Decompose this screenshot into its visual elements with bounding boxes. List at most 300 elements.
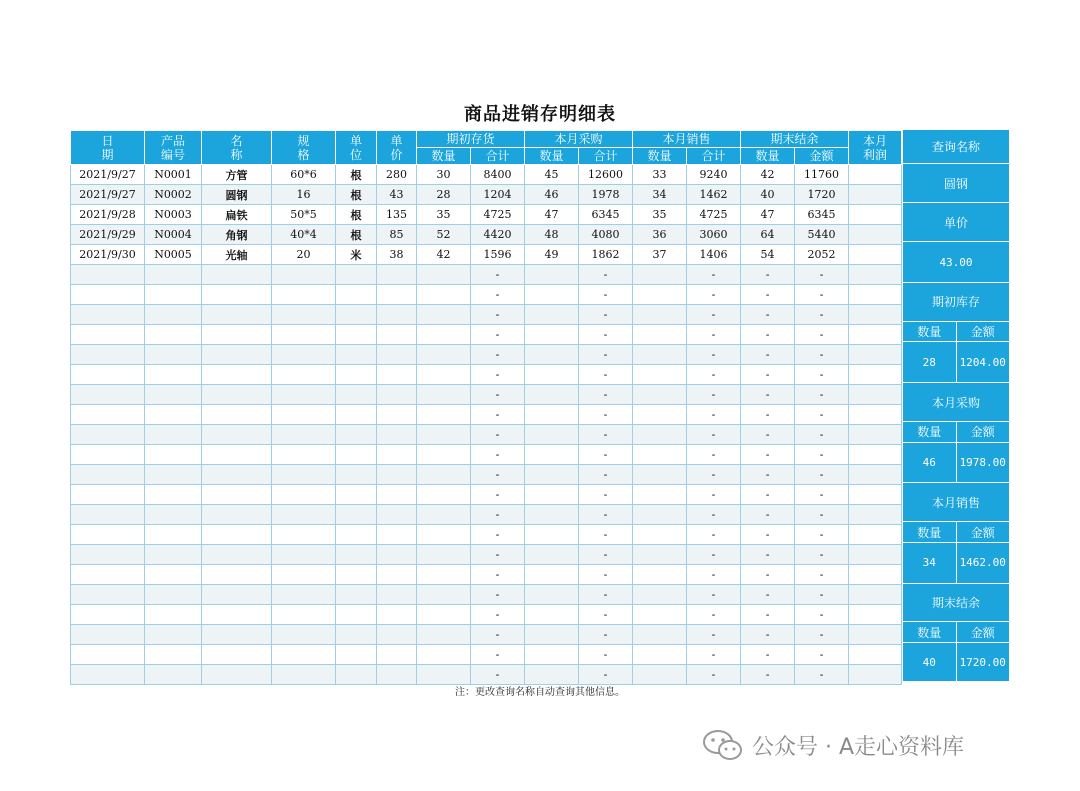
cell-spec[interactable] [272, 385, 336, 405]
cell-unit[interactable] [336, 305, 377, 325]
cell-oq[interactable] [417, 345, 471, 365]
cell-ca[interactable]: - [795, 345, 849, 365]
cell-price[interactable] [377, 385, 417, 405]
cell-pt[interactable]: - [579, 665, 633, 685]
cell-unit[interactable] [336, 605, 377, 625]
cell-code[interactable] [145, 585, 202, 605]
cell-spec[interactable] [272, 305, 336, 325]
cell-oq[interactable] [417, 545, 471, 565]
cell-price[interactable] [377, 345, 417, 365]
cell-ca[interactable]: - [795, 605, 849, 625]
cell-price[interactable]: 280 [377, 165, 417, 185]
cell-sq[interactable] [633, 625, 687, 645]
cell-code[interactable] [145, 525, 202, 545]
cell-price[interactable] [377, 405, 417, 425]
cell-oq[interactable] [417, 485, 471, 505]
cell-profit[interactable] [849, 505, 902, 525]
cell-pt[interactable]: - [579, 565, 633, 585]
cell-code[interactable] [145, 385, 202, 405]
cell-unit[interactable] [336, 645, 377, 665]
cell-price[interactable]: 135 [377, 205, 417, 225]
cell-oq[interactable] [417, 605, 471, 625]
cell-profit[interactable] [849, 365, 902, 385]
cell-spec[interactable] [272, 465, 336, 485]
cell-cq[interactable]: - [741, 405, 795, 425]
cell-name[interactable]: 光轴 [202, 245, 272, 265]
cell-unit[interactable] [336, 565, 377, 585]
cell-pq[interactable] [525, 345, 579, 365]
cell-code[interactable]: N0005 [145, 245, 202, 265]
cell-cq[interactable]: - [741, 585, 795, 605]
cell-sq[interactable] [633, 585, 687, 605]
cell-profit[interactable] [849, 325, 902, 345]
cell-pt[interactable]: - [579, 465, 633, 485]
cell-ca[interactable]: 11760 [795, 165, 849, 185]
cell-price[interactable] [377, 425, 417, 445]
cell-spec[interactable]: 16 [272, 185, 336, 205]
cell-sq[interactable] [633, 505, 687, 525]
cell-oq[interactable] [417, 465, 471, 485]
cell-unit[interactable] [336, 325, 377, 345]
cell-unit[interactable]: 米 [336, 245, 377, 265]
cell-sq[interactable]: 36 [633, 225, 687, 245]
cell-oq[interactable] [417, 445, 471, 465]
cell-code[interactable] [145, 665, 202, 685]
cell-oq[interactable] [417, 565, 471, 585]
cell-ot[interactable]: - [471, 345, 525, 365]
cell-profit[interactable] [849, 645, 902, 665]
cell-unit[interactable] [336, 585, 377, 605]
cell-profit[interactable] [849, 165, 902, 185]
cell-name[interactable] [202, 465, 272, 485]
cell-date[interactable] [71, 365, 145, 385]
cell-ot[interactable]: - [471, 285, 525, 305]
cell-date[interactable] [71, 525, 145, 545]
cell-unit[interactable]: 根 [336, 165, 377, 185]
cell-st[interactable]: 1406 [687, 245, 741, 265]
cell-pt[interactable]: - [579, 365, 633, 385]
query-value-cell[interactable]: 圆钢 [903, 164, 1009, 204]
cell-sq[interactable] [633, 365, 687, 385]
cell-sq[interactable] [633, 345, 687, 365]
cell-ca[interactable]: - [795, 445, 849, 465]
cell-ca[interactable]: - [795, 525, 849, 545]
cell-sq[interactable]: 33 [633, 165, 687, 185]
cell-date[interactable] [71, 625, 145, 645]
cell-pq[interactable] [525, 645, 579, 665]
cell-ca[interactable]: - [795, 325, 849, 345]
cell-code[interactable] [145, 485, 202, 505]
cell-spec[interactable] [272, 485, 336, 505]
cell-ot[interactable]: - [471, 665, 525, 685]
cell-spec[interactable]: 50*5 [272, 205, 336, 225]
cell-ca[interactable]: - [795, 425, 849, 445]
cell-pt[interactable]: - [579, 325, 633, 345]
cell-ca[interactable]: - [795, 285, 849, 305]
cell-cq[interactable]: - [741, 365, 795, 385]
cell-spec[interactable]: 20 [272, 245, 336, 265]
cell-cq[interactable]: - [741, 525, 795, 545]
cell-st[interactable]: - [687, 545, 741, 565]
cell-price[interactable] [377, 625, 417, 645]
cell-name[interactable] [202, 625, 272, 645]
cell-spec[interactable] [272, 425, 336, 445]
cell-cq[interactable]: - [741, 545, 795, 565]
cell-st[interactable]: - [687, 665, 741, 685]
cell-profit[interactable] [849, 465, 902, 485]
cell-ca[interactable]: - [795, 505, 849, 525]
cell-name[interactable]: 扁铁 [202, 205, 272, 225]
cell-pq[interactable] [525, 425, 579, 445]
cell-pq[interactable] [525, 585, 579, 605]
cell-st[interactable]: - [687, 465, 741, 485]
cell-ca[interactable]: - [795, 585, 849, 605]
cell-profit[interactable] [849, 665, 902, 685]
cell-name[interactable] [202, 325, 272, 345]
cell-cq[interactable]: 54 [741, 245, 795, 265]
cell-sq[interactable] [633, 465, 687, 485]
cell-name[interactable] [202, 405, 272, 425]
cell-pq[interactable] [525, 305, 579, 325]
cell-price[interactable] [377, 365, 417, 385]
cell-sq[interactable]: 34 [633, 185, 687, 205]
cell-name[interactable] [202, 545, 272, 565]
cell-profit[interactable] [849, 405, 902, 425]
cell-st[interactable]: - [687, 405, 741, 425]
cell-code[interactable] [145, 505, 202, 525]
cell-price[interactable]: 85 [377, 225, 417, 245]
cell-ot[interactable]: - [471, 585, 525, 605]
cell-st[interactable]: - [687, 425, 741, 445]
cell-code[interactable] [145, 285, 202, 305]
cell-name[interactable] [202, 305, 272, 325]
cell-pt[interactable]: - [579, 625, 633, 645]
cell-date[interactable]: 2021/9/29 [71, 225, 145, 245]
cell-pt[interactable]: - [579, 265, 633, 285]
cell-profit[interactable] [849, 185, 902, 205]
cell-oq[interactable] [417, 405, 471, 425]
cell-cq[interactable]: 47 [741, 205, 795, 225]
cell-unit[interactable] [336, 345, 377, 365]
cell-sq[interactable] [633, 305, 687, 325]
cell-sq[interactable] [633, 645, 687, 665]
cell-ca[interactable]: 6345 [795, 205, 849, 225]
cell-date[interactable] [71, 505, 145, 525]
cell-spec[interactable] [272, 665, 336, 685]
cell-oq[interactable] [417, 365, 471, 385]
cell-st[interactable]: 4725 [687, 205, 741, 225]
cell-code[interactable] [145, 425, 202, 445]
cell-spec[interactable] [272, 445, 336, 465]
cell-pt[interactable]: - [579, 445, 633, 465]
cell-oq[interactable] [417, 645, 471, 665]
cell-ca[interactable]: - [795, 625, 849, 645]
cell-st[interactable]: - [687, 365, 741, 385]
cell-code[interactable] [145, 565, 202, 585]
cell-profit[interactable] [849, 205, 902, 225]
cell-spec[interactable] [272, 645, 336, 665]
cell-st[interactable]: - [687, 505, 741, 525]
cell-code[interactable] [145, 445, 202, 465]
cell-profit[interactable] [849, 385, 902, 405]
cell-ot[interactable]: - [471, 265, 525, 285]
cell-ot[interactable]: - [471, 565, 525, 585]
cell-sq[interactable] [633, 525, 687, 545]
cell-oq[interactable]: 30 [417, 165, 471, 185]
cell-sq[interactable]: 37 [633, 245, 687, 265]
cell-ca[interactable]: - [795, 385, 849, 405]
cell-date[interactable] [71, 425, 145, 445]
cell-price[interactable] [377, 485, 417, 505]
cell-st[interactable]: - [687, 385, 741, 405]
cell-price[interactable] [377, 265, 417, 285]
cell-oq[interactable] [417, 665, 471, 685]
cell-cq[interactable]: - [741, 565, 795, 585]
cell-code[interactable]: N0003 [145, 205, 202, 225]
cell-unit[interactable]: 根 [336, 185, 377, 205]
cell-st[interactable]: - [687, 485, 741, 505]
cell-date[interactable]: 2021/9/27 [71, 185, 145, 205]
cell-profit[interactable] [849, 625, 902, 645]
cell-date[interactable] [71, 545, 145, 565]
cell-code[interactable] [145, 345, 202, 365]
cell-profit[interactable] [849, 605, 902, 625]
cell-spec[interactable] [272, 505, 336, 525]
cell-date[interactable] [71, 605, 145, 625]
cell-cq[interactable]: - [741, 305, 795, 325]
cell-name[interactable] [202, 425, 272, 445]
cell-sq[interactable] [633, 405, 687, 425]
cell-ot[interactable]: - [471, 385, 525, 405]
cell-oq[interactable] [417, 265, 471, 285]
cell-ot[interactable]: - [471, 365, 525, 385]
cell-profit[interactable] [849, 585, 902, 605]
cell-name[interactable] [202, 525, 272, 545]
cell-profit[interactable] [849, 425, 902, 445]
cell-spec[interactable] [272, 265, 336, 285]
cell-spec[interactable] [272, 525, 336, 545]
cell-pq[interactable]: 46 [525, 185, 579, 205]
cell-cq[interactable]: - [741, 425, 795, 445]
cell-cq[interactable]: - [741, 645, 795, 665]
cell-profit[interactable] [849, 245, 902, 265]
cell-name[interactable] [202, 605, 272, 625]
cell-st[interactable]: - [687, 285, 741, 305]
cell-pq[interactable] [525, 265, 579, 285]
cell-code[interactable] [145, 265, 202, 285]
cell-unit[interactable] [336, 365, 377, 385]
cell-pq[interactable] [525, 625, 579, 645]
cell-cq[interactable]: - [741, 605, 795, 625]
cell-price[interactable] [377, 505, 417, 525]
cell-pt[interactable]: - [579, 645, 633, 665]
cell-sq[interactable] [633, 605, 687, 625]
cell-pq[interactable] [525, 565, 579, 585]
cell-ca[interactable]: - [795, 265, 849, 285]
cell-st[interactable]: - [687, 585, 741, 605]
cell-name[interactable]: 圆钢 [202, 185, 272, 205]
cell-unit[interactable] [336, 525, 377, 545]
cell-ot[interactable]: - [471, 605, 525, 625]
cell-cq[interactable]: - [741, 465, 795, 485]
cell-spec[interactable]: 60*6 [272, 165, 336, 185]
cell-date[interactable] [71, 585, 145, 605]
cell-name[interactable] [202, 265, 272, 285]
cell-pq[interactable] [525, 465, 579, 485]
cell-ca[interactable]: - [795, 485, 849, 505]
cell-st[interactable]: - [687, 625, 741, 645]
cell-pq[interactable] [525, 485, 579, 505]
cell-pt[interactable]: 4080 [579, 225, 633, 245]
cell-oq[interactable]: 28 [417, 185, 471, 205]
cell-oq[interactable]: 42 [417, 245, 471, 265]
cell-name[interactable] [202, 565, 272, 585]
cell-code[interactable] [145, 465, 202, 485]
cell-date[interactable] [71, 285, 145, 305]
cell-name[interactable] [202, 385, 272, 405]
cell-ot[interactable]: - [471, 645, 525, 665]
cell-price[interactable]: 43 [377, 185, 417, 205]
cell-price[interactable] [377, 585, 417, 605]
cell-date[interactable] [71, 665, 145, 685]
cell-date[interactable]: 2021/9/30 [71, 245, 145, 265]
cell-name[interactable] [202, 645, 272, 665]
cell-pt[interactable]: - [579, 505, 633, 525]
cell-pq[interactable]: 48 [525, 225, 579, 245]
cell-date[interactable] [71, 265, 145, 285]
cell-date[interactable]: 2021/9/27 [71, 165, 145, 185]
cell-name[interactable]: 方管 [202, 165, 272, 185]
cell-cq[interactable]: - [741, 485, 795, 505]
cell-code[interactable] [145, 365, 202, 385]
cell-unit[interactable] [336, 425, 377, 445]
cell-code[interactable] [145, 625, 202, 645]
cell-code[interactable] [145, 405, 202, 425]
cell-sq[interactable] [633, 565, 687, 585]
cell-profit[interactable] [849, 485, 902, 505]
cell-code[interactable]: N0004 [145, 225, 202, 245]
cell-profit[interactable] [849, 525, 902, 545]
cell-st[interactable]: 1462 [687, 185, 741, 205]
cell-pq[interactable]: 47 [525, 205, 579, 225]
cell-unit[interactable] [336, 385, 377, 405]
cell-sq[interactable] [633, 445, 687, 465]
cell-sq[interactable]: 35 [633, 205, 687, 225]
cell-pq[interactable] [525, 445, 579, 465]
cell-ot[interactable]: - [471, 465, 525, 485]
cell-ca[interactable]: - [795, 645, 849, 665]
cell-ot[interactable]: - [471, 425, 525, 445]
cell-price[interactable]: 38 [377, 245, 417, 265]
cell-ca[interactable]: - [795, 405, 849, 425]
cell-price[interactable] [377, 665, 417, 685]
cell-ot[interactable]: 8400 [471, 165, 525, 185]
cell-spec[interactable] [272, 365, 336, 385]
cell-unit[interactable] [336, 485, 377, 505]
cell-ot[interactable]: - [471, 505, 525, 525]
cell-date[interactable] [71, 565, 145, 585]
cell-pq[interactable] [525, 285, 579, 305]
cell-cq[interactable]: - [741, 505, 795, 525]
cell-st[interactable]: - [687, 565, 741, 585]
cell-pq[interactable] [525, 525, 579, 545]
cell-code[interactable] [145, 605, 202, 625]
cell-code[interactable] [145, 645, 202, 665]
cell-name[interactable] [202, 485, 272, 505]
cell-unit[interactable] [336, 545, 377, 565]
cell-pt[interactable]: - [579, 305, 633, 325]
cell-ot[interactable]: - [471, 525, 525, 545]
cell-cq[interactable]: - [741, 625, 795, 645]
cell-date[interactable] [71, 485, 145, 505]
cell-pt[interactable]: - [579, 425, 633, 445]
cell-date[interactable] [71, 325, 145, 345]
cell-name[interactable] [202, 365, 272, 385]
cell-date[interactable] [71, 645, 145, 665]
cell-pt[interactable]: 6345 [579, 205, 633, 225]
cell-cq[interactable]: - [741, 385, 795, 405]
cell-pt[interactable]: - [579, 525, 633, 545]
cell-price[interactable] [377, 605, 417, 625]
cell-sq[interactable] [633, 665, 687, 685]
cell-ot[interactable]: - [471, 305, 525, 325]
cell-cq[interactable]: - [741, 325, 795, 345]
cell-oq[interactable]: 35 [417, 205, 471, 225]
cell-ca[interactable]: 1720 [795, 185, 849, 205]
cell-st[interactable]: 9240 [687, 165, 741, 185]
cell-date[interactable] [71, 465, 145, 485]
cell-profit[interactable] [849, 565, 902, 585]
cell-pq[interactable] [525, 605, 579, 625]
cell-profit[interactable] [849, 265, 902, 285]
cell-name[interactable] [202, 585, 272, 605]
cell-oq[interactable] [417, 285, 471, 305]
cell-spec[interactable] [272, 545, 336, 565]
cell-pt[interactable]: - [579, 585, 633, 605]
cell-pt[interactable]: 1978 [579, 185, 633, 205]
cell-unit[interactable] [336, 265, 377, 285]
cell-st[interactable]: - [687, 345, 741, 365]
cell-oq[interactable] [417, 505, 471, 525]
cell-name[interactable]: 角钢 [202, 225, 272, 245]
cell-price[interactable] [377, 645, 417, 665]
cell-ot[interactable]: 4725 [471, 205, 525, 225]
cell-unit[interactable] [336, 465, 377, 485]
cell-code[interactable] [145, 325, 202, 345]
cell-pq[interactable] [525, 665, 579, 685]
cell-profit[interactable] [849, 445, 902, 465]
cell-st[interactable]: - [687, 605, 741, 625]
cell-unit[interactable] [336, 285, 377, 305]
cell-unit[interactable] [336, 405, 377, 425]
cell-unit[interactable]: 根 [336, 205, 377, 225]
cell-name[interactable] [202, 285, 272, 305]
cell-profit[interactable] [849, 345, 902, 365]
cell-st[interactable]: - [687, 305, 741, 325]
cell-code[interactable] [145, 305, 202, 325]
cell-spec[interactable] [272, 585, 336, 605]
cell-oq[interactable] [417, 525, 471, 545]
cell-ca[interactable]: - [795, 365, 849, 385]
cell-ot[interactable]: - [471, 445, 525, 465]
cell-sq[interactable] [633, 285, 687, 305]
cell-ca[interactable]: - [795, 565, 849, 585]
cell-price[interactable] [377, 565, 417, 585]
cell-unit[interactable] [336, 445, 377, 465]
cell-price[interactable] [377, 465, 417, 485]
cell-pq[interactable]: 49 [525, 245, 579, 265]
cell-code[interactable] [145, 545, 202, 565]
